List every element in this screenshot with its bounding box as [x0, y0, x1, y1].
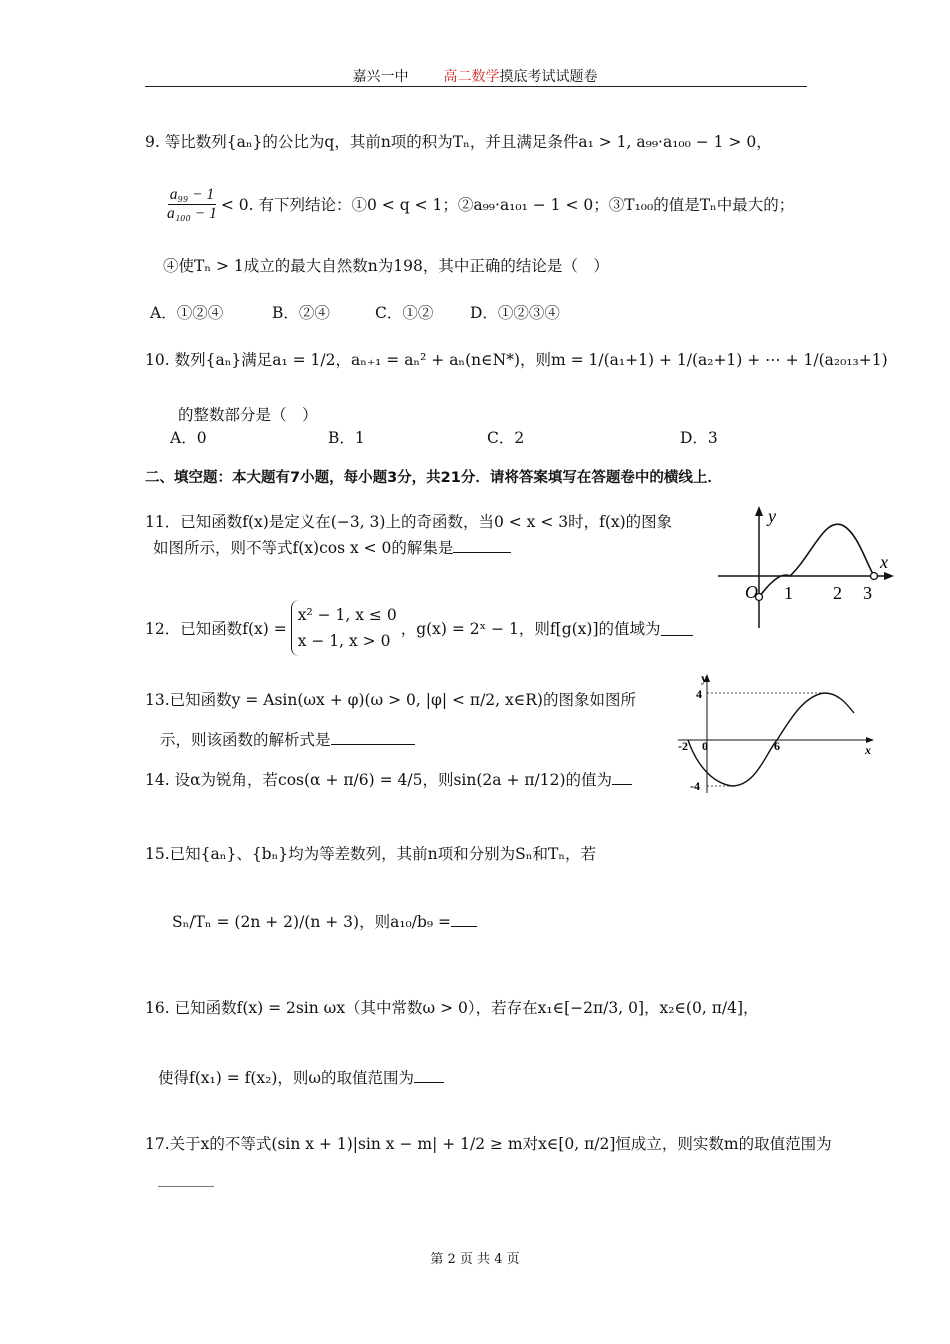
q13-y-label: y — [701, 671, 707, 685]
q14-line — [145, 768, 632, 790]
q13-x-label: x — [865, 743, 871, 757]
q9-option-c: C．①② — [375, 304, 434, 322]
q9-option-d: D．①②③④ — [470, 304, 560, 322]
page-footer: 第 2 页 共 4 页 — [430, 1252, 520, 1267]
q11-origin-label: O — [745, 582, 758, 602]
q15-line1: 15.已知{aₙ}、{bₙ}均为等差数列，其前n项和分别为Sₙ和Tₙ，若 — [145, 845, 597, 863]
section-2-title: 二、填空题：本大题有7小题，每小题3分，共21分．请将答案填写在答题卷中的横线上． — [145, 470, 722, 486]
q14-stem: 14. 设α为锐角，若cos(α + π/6) = 4/5，则sin(2a + π/12)的值为 — [145, 771, 613, 789]
header-exam: 摸底考试试题卷 — [499, 69, 598, 85]
q11-x-label: x — [880, 552, 888, 572]
q12-pre: 12．已知函数f(x) = — [145, 620, 287, 638]
q15-stem: Sₙ/Tₙ = (2n + 2)/(n + 3)，则a₁₀/b₉ = — [172, 913, 452, 931]
q11-graph — [712, 500, 898, 630]
q9-line2 — [163, 186, 794, 223]
q11-tick-1: 1 — [784, 583, 793, 603]
q11-open-point-end — [871, 573, 878, 580]
q9-option-a: A．①②④ — [150, 304, 224, 322]
q13-line1: 13.已知函数y = Asin(ωx + φ)(ω > 0, |φ| < π/2, x∈R)的图象如图所 — [145, 691, 636, 709]
q12-piecewise — [291, 600, 397, 656]
q9-option-b: B．②④ — [272, 304, 330, 322]
q13-tick-4: 4 — [696, 687, 702, 701]
q17-answer-blank[interactable] — [158, 1186, 214, 1187]
q13-stem: 示，则该函数的解析式是 — [160, 731, 331, 749]
q10-option-d: D．3 — [680, 429, 718, 447]
q9-conclusions: < 0. 有下列结论：①0 < q < 1；②a₉₉·a₁₀₁ − 1 < 0；③T₁₀₀的值是Tₙ中最大的； — [220, 196, 795, 215]
q11-line2 — [153, 536, 511, 558]
q9-line1 — [145, 130, 772, 152]
header-subject: 高二数学 — [443, 69, 500, 85]
q13-line2 — [160, 728, 415, 750]
q11-tick-3: 3 — [863, 583, 872, 603]
q15-line2 — [172, 910, 477, 932]
q9-line3: ④使Tₙ > 1成立的最大自然数n为198，其中正确的结论是（ ） — [163, 257, 609, 275]
q9-stem: 等比数列{aₙ}的公比为q，其前n项的积为Tₙ，并且满足条件a₁ > 1, a₉₉·a₁₀₀ − 1 > 0， — [164, 133, 772, 151]
q9-frac-num: a₉₉ − 1 — [169, 186, 215, 203]
q14-answer-blank[interactable] — [612, 770, 632, 785]
q11-line1: 11．已知函数f(x)是定义在(−3, 3)上的奇函数，当0 < x < 3时，f(x)的图象 — [145, 513, 673, 531]
q13-tick-minus4: -4 — [690, 779, 700, 793]
q11-y-label: y — [768, 506, 776, 526]
q16-line1: 16. 已知函数f(x) = 2sin ωx（其中常数ω > 0），若存在x₁∈[−2π/3, 0]，x₂∈(0, π/4]， — [145, 999, 759, 1017]
q16-answer-blank[interactable] — [414, 1068, 444, 1083]
q13-tick-minus2: -2 — [678, 739, 688, 753]
q13-answer-blank[interactable] — [331, 730, 415, 745]
q12-answer-blank[interactable] — [661, 621, 693, 636]
q9-fraction — [165, 186, 219, 223]
q12-case2: x − 1, x > 0 — [297, 632, 391, 650]
q11-tick-2: 2 — [833, 583, 842, 603]
q15-answer-blank[interactable] — [451, 912, 477, 927]
q10-line1 — [145, 348, 888, 370]
header-school: 嘉兴一中 — [352, 69, 409, 85]
q16-line2 — [158, 1066, 444, 1088]
q10-option-c: C．2 — [487, 429, 525, 447]
q10-option-b: B．1 — [328, 429, 365, 447]
q11-x-arrow — [884, 572, 894, 580]
q12-case1: x² − 1, x ≤ 0 — [297, 606, 397, 624]
header-rule — [145, 86, 807, 87]
q12-post: ，g(x) = 2ˣ − 1，则f[g(x)]的值域为 — [400, 620, 661, 638]
q10-stem: 数列{aₙ}满足a₁ = 1/2，aₙ₊₁ = aₙ² + aₙ(n∈N*)，则m = 1/(a₁+1) + 1/(a₂+1) + ⋯ + 1/(a₂₀₁₃+1) — [174, 351, 888, 369]
q11-curve — [759, 524, 874, 597]
q10-tail: 的整数部分是（ ） — [178, 406, 318, 424]
q10-option-a: A．0 — [170, 429, 207, 447]
q10-number: 10. — [145, 351, 170, 369]
q13-tick-6: 6 — [774, 739, 780, 753]
q11-y-arrow — [755, 506, 763, 516]
q9-number: 9. — [145, 133, 160, 151]
q11-stem: 如图所示，则不等式f(x)cos x < 0的解集是 — [153, 539, 454, 557]
q13-tick-0: 0 — [702, 739, 708, 753]
q16-stem: 使得f(x₁) = f(x₂)，则ω的取值范围为 — [158, 1069, 415, 1087]
q11-answer-blank[interactable] — [453, 538, 511, 553]
q13-graph — [676, 668, 882, 798]
q12-line — [145, 600, 693, 656]
page-header — [0, 66, 950, 86]
q17-line1: 17.关于x的不等式(sin x + 1)|sin x − m| + 1/2 ≥ m对x∈[0, π/2]恒成立，则实数m的取值范围为 — [145, 1135, 832, 1153]
q9-frac-den: a₁₀₀ − 1 — [167, 204, 217, 222]
